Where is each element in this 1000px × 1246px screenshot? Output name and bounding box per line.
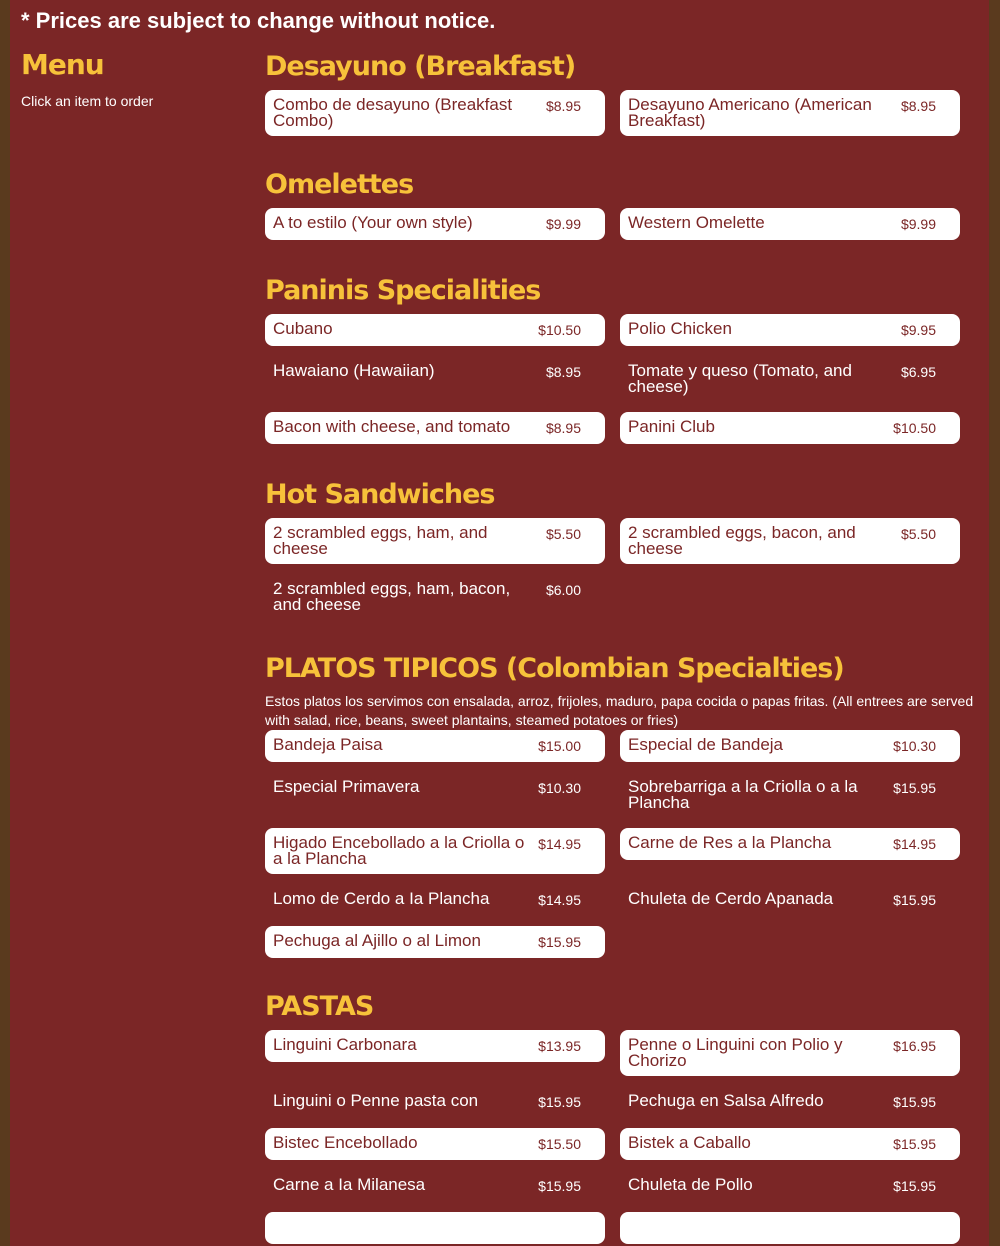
- item-name: Western Omelette: [628, 213, 765, 232]
- menu-page: [10, 0, 989, 1246]
- menu-item[interactable]: [265, 412, 605, 444]
- item-price: $14.95: [893, 836, 936, 852]
- item-price: $10.30: [893, 738, 936, 754]
- item-name: Chuleta de Cerdo Apanada: [628, 889, 834, 908]
- item-name: Desayuno Americano (American Breakfast): [628, 95, 872, 130]
- section-description: Estos platos los servimos con ensalada, arroz, frijoles, maduro, papa cocida o papas fritas. (All entrees are served with salad, rice, beans, sweet plantains, steamed potatoes or fries): [265, 693, 974, 728]
- section-pastas: [265, 990, 977, 1244]
- menu-item-partial[interactable]: [620, 1212, 960, 1244]
- menu-item[interactable]: [620, 412, 960, 444]
- item-name: Pechuga al Ajillo o al Limon: [273, 931, 481, 950]
- menu-item[interactable]: [265, 730, 605, 762]
- menu-item[interactable]: [620, 730, 960, 762]
- section-title: Hot Sandwiches: [265, 479, 495, 510]
- item-price: $6.00: [545, 582, 581, 598]
- section-omelettes: [265, 168, 977, 240]
- price-notice: * Prices are subject to change without notice.: [21, 8, 496, 33]
- item-price: $16.95: [893, 1038, 936, 1054]
- item-name: Especial Primavera: [273, 777, 420, 796]
- item-name: Penne o Linguini con Polio y Chorizo: [628, 1035, 843, 1070]
- item-price: $8.95: [545, 420, 581, 436]
- item-price: $9.99: [900, 216, 936, 232]
- item-name: Carne a Ia Milanesa: [273, 1175, 426, 1194]
- section-title: Paninis Specialities: [265, 275, 541, 306]
- item-price: $10.30: [538, 780, 581, 796]
- item-price: $6.95: [900, 364, 936, 380]
- item-name: 2 scrambled eggs, ham, and cheese: [273, 523, 488, 558]
- item-price: $5.50: [900, 526, 936, 542]
- section-hot-sandwiches: [265, 478, 977, 620]
- item-grid: [265, 1030, 977, 1244]
- menu-item[interactable]: [265, 356, 605, 402]
- item-grid: [265, 314, 977, 444]
- menu-item[interactable]: [265, 208, 605, 240]
- item-name: Panini Club: [628, 417, 715, 436]
- menu-item[interactable]: [620, 518, 960, 564]
- item-price: $15.95: [538, 1178, 581, 1194]
- item-name: Tomate y queso (Tomato, and cheese): [628, 361, 852, 396]
- menu-item[interactable]: [265, 1128, 605, 1160]
- item-price: $13.95: [538, 1038, 581, 1054]
- item-name: Pechuga en Salsa Alfredo: [628, 1091, 824, 1110]
- menu-item[interactable]: [265, 1170, 605, 1202]
- item-grid: [265, 208, 977, 240]
- item-grid: [265, 518, 977, 620]
- item-name: Cubano: [273, 319, 333, 338]
- item-price: $15.50: [538, 1136, 581, 1152]
- menu-item[interactable]: [620, 1030, 960, 1076]
- item-name: 2 scrambled eggs, ham, bacon, and cheese: [273, 579, 511, 614]
- item-name: Bistec Encebollado: [273, 1133, 418, 1152]
- menu-item[interactable]: [265, 518, 605, 564]
- item-price: $15.95: [893, 1094, 936, 1110]
- section-title: Desayuno (Breakfast): [265, 51, 576, 82]
- menu-item[interactable]: [620, 884, 960, 916]
- menu-item[interactable]: [265, 90, 605, 136]
- item-price: $15.95: [893, 1136, 936, 1152]
- item-price: $8.95: [545, 98, 581, 114]
- item-price: $15.00: [538, 738, 581, 754]
- item-price: $9.95: [900, 322, 936, 338]
- section-platos-tipicos: [265, 652, 977, 958]
- sidebar-title: Menu: [21, 48, 104, 81]
- item-price: $10.50: [893, 420, 936, 436]
- item-price: $15.95: [893, 780, 936, 796]
- menu-content: [265, 50, 977, 1244]
- item-name: 2 scrambled eggs, bacon, and cheese: [628, 523, 856, 558]
- item-price: $15.95: [538, 934, 581, 950]
- item-name: Carne de Res a la Plancha: [628, 833, 832, 852]
- item-name: Bistek a Caballo: [628, 1133, 751, 1152]
- item-grid: [265, 90, 977, 136]
- item-price: $8.95: [900, 98, 936, 114]
- item-price: $8.95: [545, 364, 581, 380]
- menu-item[interactable]: [620, 1170, 960, 1202]
- menu-item[interactable]: [620, 1086, 960, 1118]
- menu-item[interactable]: [620, 208, 960, 240]
- item-price: $15.95: [893, 892, 936, 908]
- item-price: $14.95: [538, 836, 581, 852]
- menu-item[interactable]: [620, 772, 960, 818]
- menu-item[interactable]: [265, 926, 605, 958]
- section-paninis: [265, 274, 977, 444]
- item-name: Chuleta de Pollo: [628, 1175, 753, 1194]
- item-price: $15.95: [893, 1178, 936, 1194]
- item-name: Linguini Carbonara: [273, 1035, 417, 1054]
- menu-item-partial[interactable]: [265, 1212, 605, 1244]
- item-price: $14.95: [538, 892, 581, 908]
- item-price: $10.50: [538, 322, 581, 338]
- section-title: Omelettes: [265, 169, 414, 200]
- menu-item[interactable]: [620, 90, 960, 136]
- menu-item[interactable]: [265, 828, 605, 874]
- item-name: Hawaiano (Hawaiian): [273, 361, 435, 380]
- item-name: Especial de Bandeja: [628, 735, 784, 754]
- menu-item[interactable]: [620, 828, 960, 860]
- item-grid: [265, 730, 977, 958]
- sidebar-hint: Click an item to order: [21, 93, 154, 109]
- item-name: Linguini o Penne pasta con: [273, 1091, 479, 1110]
- item-price: $9.99: [545, 216, 581, 232]
- menu-item[interactable]: [265, 884, 605, 916]
- item-name: A to estilo (Your own style): [273, 213, 473, 232]
- menu-item[interactable]: [265, 1086, 605, 1118]
- menu-item[interactable]: [620, 356, 960, 402]
- menu-item[interactable]: [265, 574, 605, 620]
- section-title: PASTAS: [265, 991, 374, 1022]
- item-name: Bandeja Paisa: [273, 735, 383, 754]
- sidebar: [21, 48, 241, 109]
- item-price: $15.95: [538, 1094, 581, 1110]
- item-name: Higado Encebollado a la Criolla o a la Plancha: [273, 833, 525, 868]
- item-name: Combo de desayuno (Breakfast Combo): [273, 95, 513, 130]
- item-price: $5.50: [545, 526, 581, 542]
- item-name: Bacon with cheese, and tomato: [273, 417, 511, 436]
- menu-item[interactable]: [620, 1128, 960, 1160]
- menu-item[interactable]: [265, 314, 605, 346]
- menu-item[interactable]: [620, 314, 960, 346]
- item-name: Sobrebarriga a la Criolla o a la Plancha: [628, 777, 858, 812]
- item-name: Polio Chicken: [628, 319, 732, 338]
- section-title: PLATOS TIPICOS (Colombian Specialties): [265, 653, 844, 684]
- item-name: Lomo de Cerdo a Ia Plancha: [273, 889, 490, 908]
- menu-item[interactable]: [265, 772, 605, 818]
- section-desayuno: [265, 50, 977, 136]
- menu-item[interactable]: [265, 1030, 605, 1062]
